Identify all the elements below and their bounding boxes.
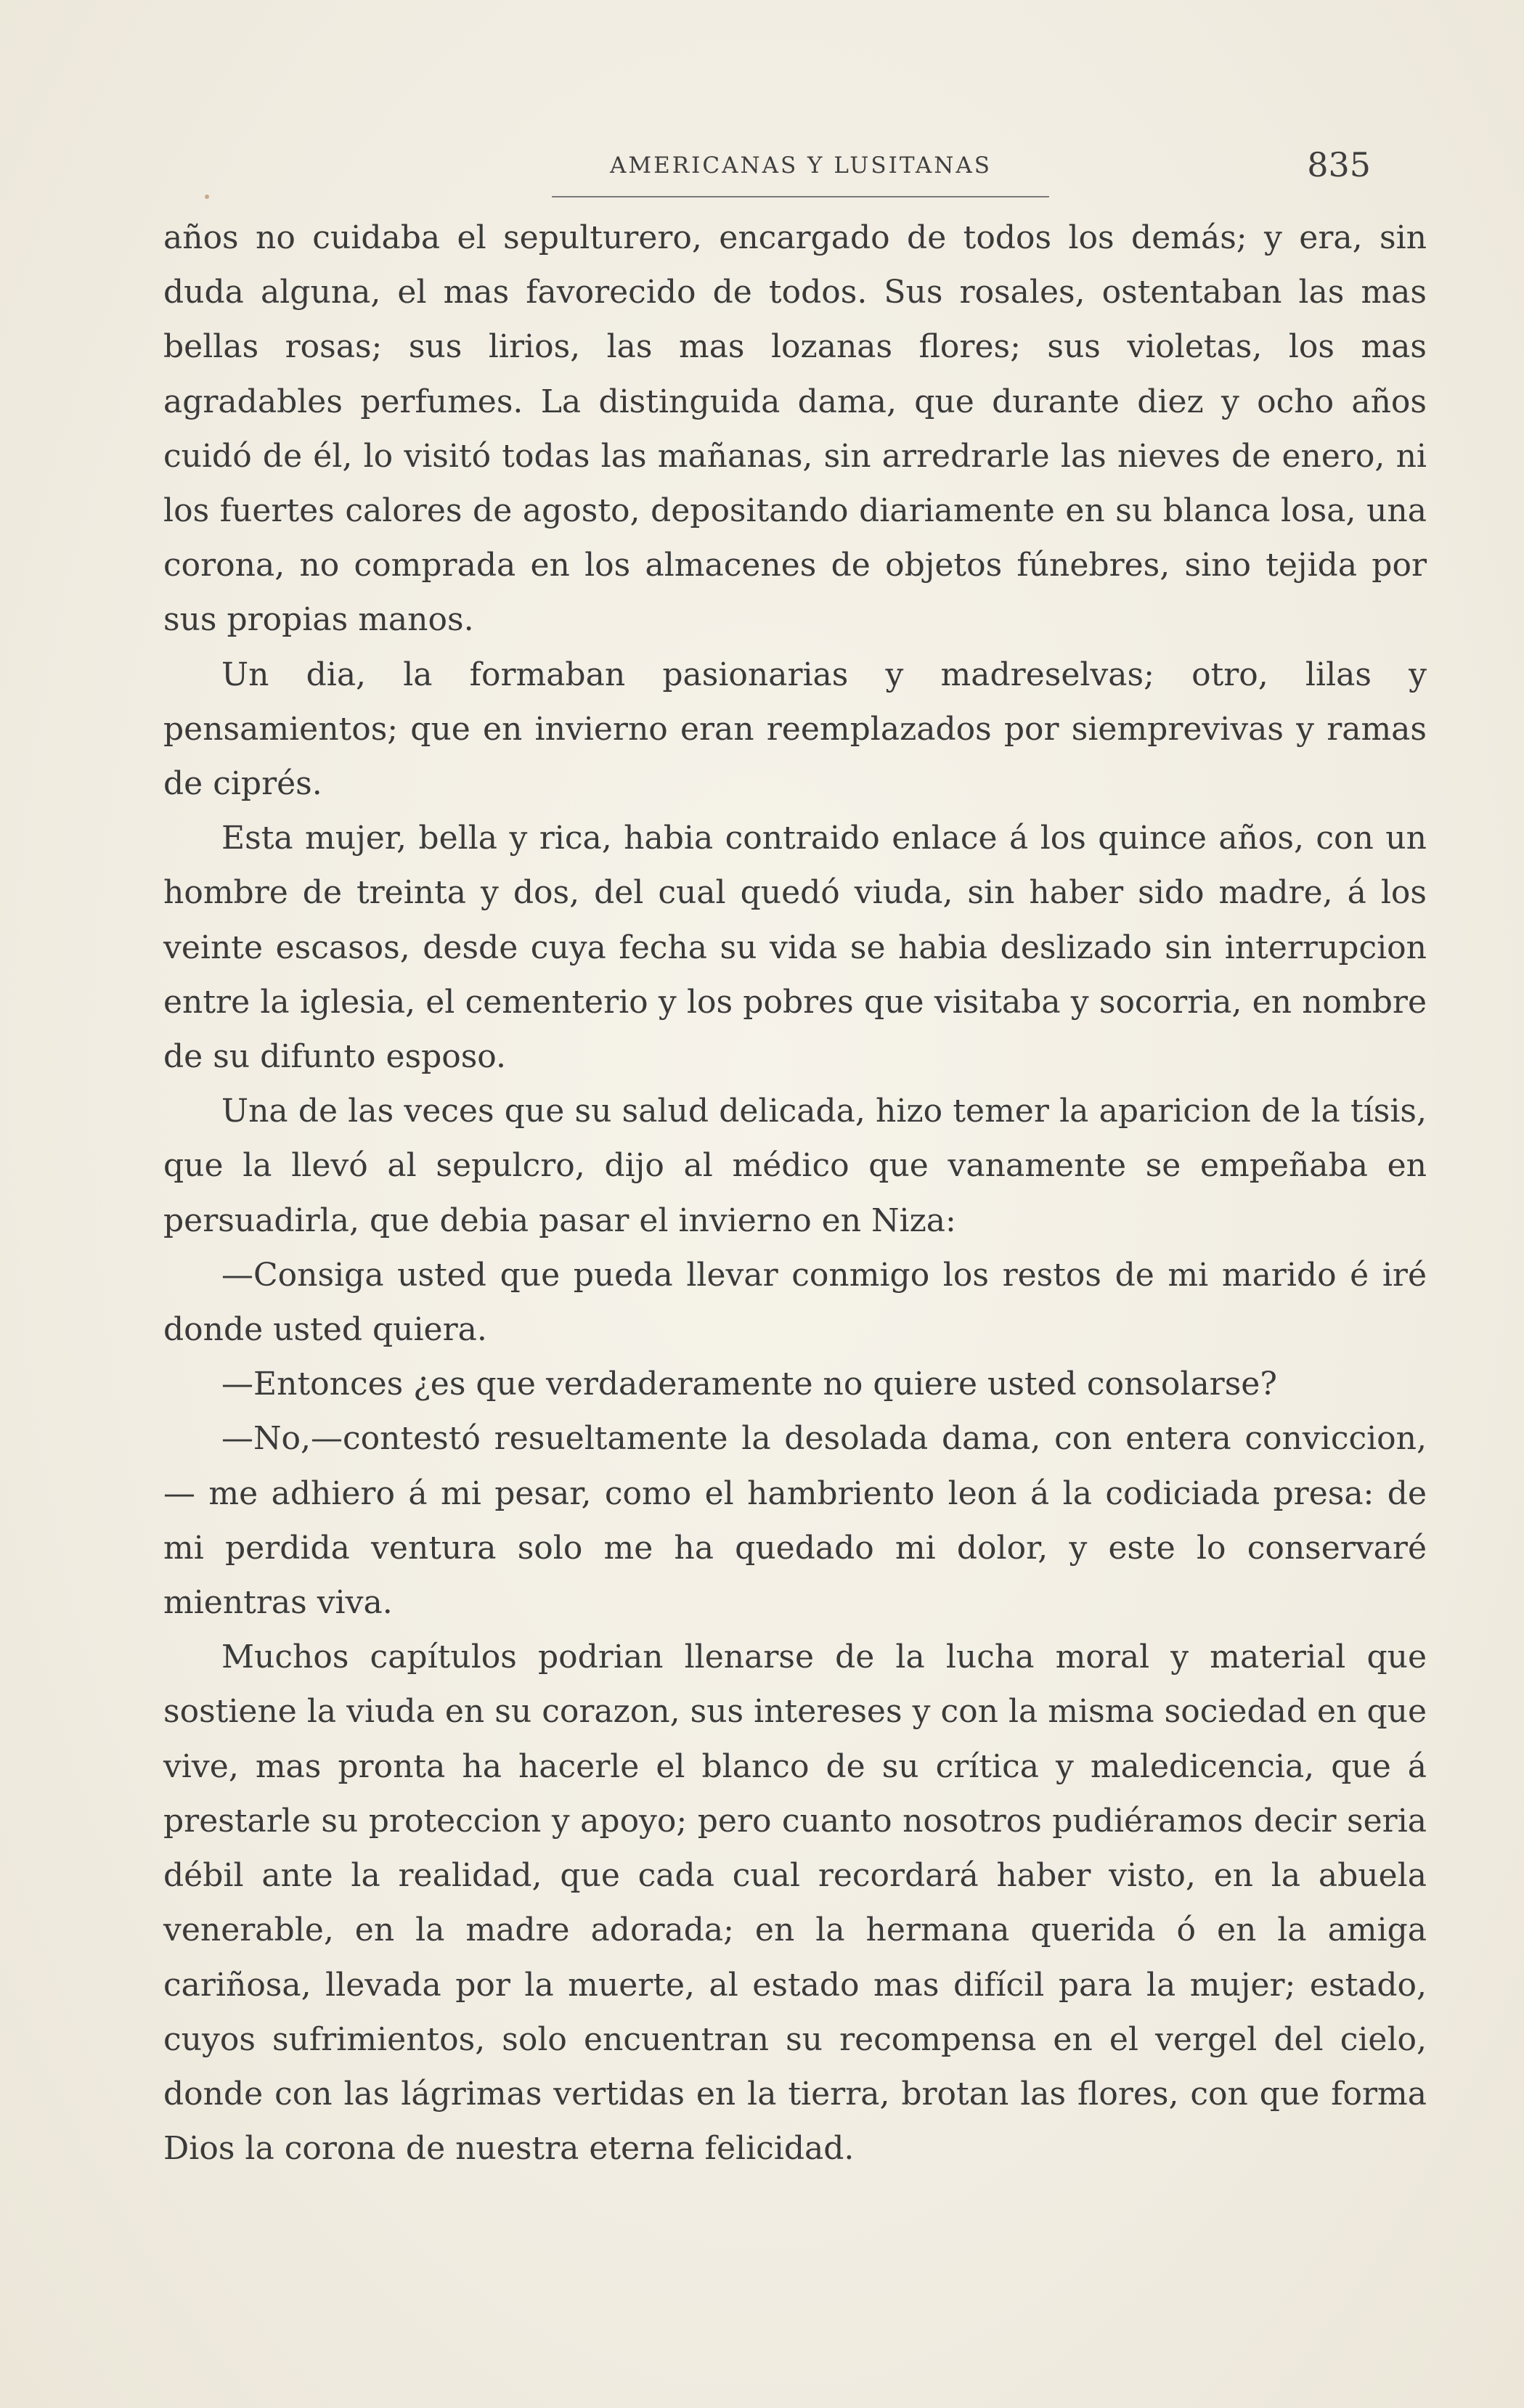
running-title: AMERICANAS Y LUSITANAS xyxy=(610,152,992,179)
paragraph-8: Muchos capítulos podrian llenarse de la lucha moral y material que sostiene la viuda en su corazon, sus intereses y con la misma sociedad en que vive, mas pronta ha hacerle el blanco de su crítica y maledicencia, que á prestarle su proteccion y apoyo; pero cuanto nosotros pudiéramos decir seria débil ante la realidad, que cada cual recordará haber visto, en la abuela venerable, en la madre adorada; en la hermana querida ó en la amiga cariñosa, llevada por la muerte, al estado mas difícil para la mujer; estado, cuyos sufrimientos, solo encuentran su recompensa en el vergel del cielo, donde con las lágrimas vertidas en la tierra, brotan las flores, con que forma Dios la corona de nuestra eterna felicidad. xyxy=(163,1638,1427,2168)
body-text xyxy=(163,211,1427,2176)
page-number: 835 xyxy=(1307,145,1371,184)
paragraph-6: —Entonces ¿es que verdaderamente no quiere usted consolarse? xyxy=(221,1366,1277,1403)
paragraph-1: años no cuidaba el sepulturero, encargado de todos los demás; y era, sin duda alguna, el mas favorecido de todos. Sus rosales, ostentaban las mas bellas rosas; sus lirios, las mas lozanas flores; sus violetas, los mas agradables perfumes. La distinguida dama, que durante diez y ocho años cuidó de él, lo visitó todas las mañanas, sin arredrarle las nieves de enero, ni los fuertes calores de agosto, depositando diariamente en su blanca losa, una corona, no comprada en los almacenes de objetos fúnebres, sino tejida por sus propias manos. xyxy=(163,219,1427,639)
paragraph-3: Esta mujer, bella y rica, habia contraido enlace á los quince años, con un hombre de treinta y dos, del cual quedó viuda, sin haber sido madre, á los veinte escasos, desde cuya fecha su vida se habia deslizado sin interrupcion entre la iglesia, el cementerio y los pobres que visitaba y socorria, en nombre de su difunto esposo. xyxy=(163,820,1427,1076)
paper-speck xyxy=(205,195,209,199)
page-header xyxy=(552,145,1380,196)
header-rule xyxy=(552,196,1049,197)
paragraph-4: Una de las veces que su salud delicada, hizo temer la aparicion de la tísis, que la llevó al sepulcro, dijo al médico que vanamente se empeñaba en persuadirla, que debia pasar el invierno en Niza: xyxy=(163,1093,1427,1239)
paragraph-5: —Consiga usted que pueda llevar conmigo los restos de mi marido é iré donde usted quiera. xyxy=(163,1256,1427,1349)
paragraph-7: —No,—contestó resueltamente la desolada dama, con entera conviccion,— me adhiero á mi pesar, como el hambriento leon á la codiciada presa: de mi perdida ventura solo me ha quedado mi dolor, y este lo conservaré mientras viva. xyxy=(163,1420,1427,1622)
paragraph-2: Un dia, la formaban pasionarias y madreselvas; otro, lilas y pensamientos; que en invierno eran reemplazados por siemprevivas y ramas de ciprés. xyxy=(163,656,1427,803)
